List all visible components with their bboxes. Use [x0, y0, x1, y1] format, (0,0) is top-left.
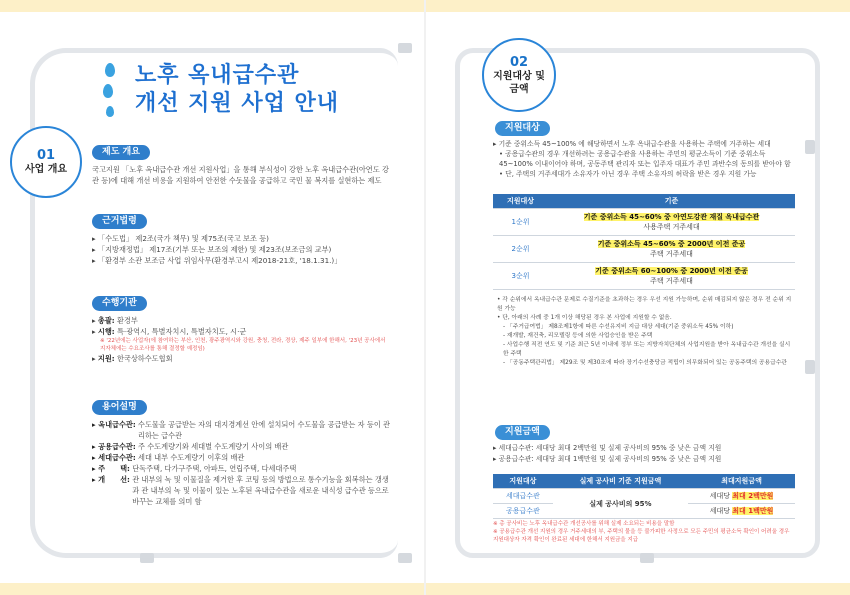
water-drop-icon [103, 84, 113, 98]
pipe-joint [398, 43, 412, 53]
pipe-joint [398, 553, 412, 563]
amount-label: 지원금액 [495, 425, 550, 440]
org-label: 수행기관 [92, 296, 147, 311]
terms-label: 용어설명 [92, 400, 147, 415]
table-row: 공용급수관 세대당 최대 1백만원 [493, 504, 795, 519]
page-title-line2: 개선 지원 사업 안내 [135, 91, 339, 116]
section-title: 사업 개요 [24, 164, 68, 175]
pipe-joint [640, 553, 654, 563]
page-title-line1: 노후 옥내급수관 [135, 63, 300, 88]
pipe-joint [805, 140, 815, 154]
term-item: ▸ 공용급수관: 주 수도계량기와 세대별 수도계량기 사이의 배관 [92, 442, 289, 451]
amount-notes: ※ 총 공사비는 노후 옥내급수관 개선공사를 위해 실제 소요되는 비용을 말함 ※ 공용급수관 개선 지원의 경우 거주세대의 부, 주택의 물을 등 불가피한 사정으로 모든 주민의 평균소득 확인이 어려울 경우 지원대상자 자격 확인이 완료된 세대에 한해서 지원금을 지급 [493, 521, 790, 543]
table-row: 3순위 기준 중위소득 60~100% 중 2000년 이전 준공 주택 거주세대 [493, 263, 795, 290]
law-item: ▸ 「수도법」 제2조(국가 책무) 및 제75조(국고 보조 등) [92, 234, 269, 243]
overview-label: 제도 개요 [92, 145, 150, 160]
terms-list [92, 419, 392, 507]
law-label: 근거법령 [92, 214, 147, 229]
target-notes: • 각 순위에서 옥내급수관 문제로 수질기준을 초과하는 경우 우선 지원 가능하며, 순위 매김되지 않은 경우 전 순위 지원 가능 • 단, 아래의 사례 중 1개 이상 해당된 경우 본 사업에 지원할 수 없음. - 「주거급여법」 제8조제1항에 따른 수선유지비 지급 대상 세대(기준 중위소득 45% 이하) - 재개발, 재건축, 리모델링 등에 의한 사업승인을 받은 주택 - 사업수행 직전 연도 및 기준 최근 5년 이내에 정부 또는 지방자치단체의 사업지원을 받아 옥내급수관 개선을 실시한 주택 - 「공동주택관리법」 제29조 및 제30조에 따라 장기수선충당금 적립이 의무화되어 있는 공동주택의 공용급수관 [497, 297, 792, 366]
target-table: 지원대상 기준 1순위 기준 중위소득 45~60% 중 아연도강관 재질 옥내급수관 사용주택 거주세대 2순위 기준 중위소득 45~60% 중 2000년 이전 준공 주택 거주세대 3순위 기준 중위소득 60~100% 중 2000년 이전 준공 주택 거주세대 [493, 194, 795, 290]
target-label: 지원대상 [495, 121, 550, 136]
term-item: ▸ 개 선: 관 내부의 녹 및 이물질을 제거한 후 코팅 등의 방법으로 통수기능을 회복하는 갱생과 관 내부의 녹 및 이물이 있는 노후된 옥내급수관을 새로운 내식성 급수관 등으로 바꾸는 교체를 의미 함 [92, 475, 389, 506]
section-title: 지원대상 및 금액 [493, 70, 545, 95]
term-item: ▸ 세대급수관: 세대 내부 수도계량기 이후의 배관 [92, 453, 245, 462]
org-list: ▸ 총괄: 환경부 ▸ 시행: 특·광역시, 특별자치시, 특별자치도, 시·군 ※ '22년에는 사업자(에 참여하는 부산, 인천, 광주광역시와 강원, 충청, 전라, 경상, 제주 일부에 한해서, '23년 공사에서 지자체에는 수요조사를 통해 결정할 예정임) ▸ 지원: 한국상하수도협회 [92, 315, 392, 364]
table-row: 2순위 기준 중위소득 45~60% 중 2000년 이전 준공 주택 거주세대 [493, 236, 795, 263]
water-drop-icon [106, 106, 114, 117]
law-list [92, 233, 392, 266]
amount-table: 지원대상 실제 공사비 기준 지원금액 최대지원금액 세대급수관 실제 공사비의 95% 세대당 최대 2백만원 공용급수관 세대당 최대 1백만원 [493, 474, 795, 519]
org-note: ※ '22년에는 사업자(에 참여하는 부산, 인천, 광주광역시와 강원, 충청, 전라, 경상, 제주 일부에 한해서, '23년 공사에서 지자체에는 수요조사를 통해 결정할 예정임) [100, 338, 386, 352]
table-row: 세대급수관 실제 공사비의 95% 세대당 최대 2백만원 [493, 489, 795, 504]
section-badge-02 [482, 38, 556, 112]
law-item: ▸ 「환경부 소관 보조금 사업 위임사무(환경부고시 제2018-21호, '18.1.31.)」 [92, 256, 342, 265]
section-badge-01 [10, 126, 82, 198]
term-item: ▸ 주 택: 단독주택, 다가구주택, 아파트, 연립주택, 다세대주택 [92, 464, 297, 473]
law-item: ▸ 「지방재정법」 제17조(기부 또는 보조의 제한) 및 제23조(보조금의 교부) [92, 245, 332, 254]
table-row: 1순위 기준 중위소득 45~60% 중 아연도강관 재질 옥내급수관 사용주택 거주세대 [493, 209, 795, 236]
amount-text: ▸ 세대급수관: 세대당 최대 2백만원 및 실제 공사비의 95% 중 낮은 금액 지원 ▸ 공용급수관: 세대당 최대 1백만원 및 실제 공사비의 95% 중 낮은 금액 지원 [493, 444, 722, 463]
page-gutter [424, 0, 426, 595]
term-item: ▸ 옥내급수관: 수도물을 공급받는 자의 대지경계선 안에 설치되어 수도물을 공급받는 자 등이 관리하는 급수관 [92, 420, 390, 440]
pipe-joint [140, 553, 154, 563]
target-text: ▸ 기준 중위소득 45~100% 에 해당하면서 노후 옥내급수관을 사용하는 주택에 거주하는 세대 • 공용급수관의 경우 개선하려는 공용급수관을 사용하는 주민의 평균소득이 기준 중위소득 45~100% 이내이어야 하며, 공동주택 관리자 또는 입주자 대표가 주민 과반수의 동의를 받아야 함 • 단, 주택의 거주세대가 소유자가 아닌 경우 주택 소유자의 허락을 받은 경우 지원 가능 [493, 140, 791, 178]
pipe-joint [805, 360, 815, 374]
section-number: 02 [509, 54, 529, 70]
section-number: 01 [36, 148, 56, 163]
water-drop-icon [105, 63, 115, 77]
overview-text: 국고지원 「노후 옥내급수관 개선 지원사업」을 통해 부식성이 강한 노후 옥내급수관(아연도 강관 등)에 대해 개선 비용을 지원하여 안전한 수돗물을 공급하고 국민 물 복지를 실현하는 제도 [92, 165, 389, 185]
